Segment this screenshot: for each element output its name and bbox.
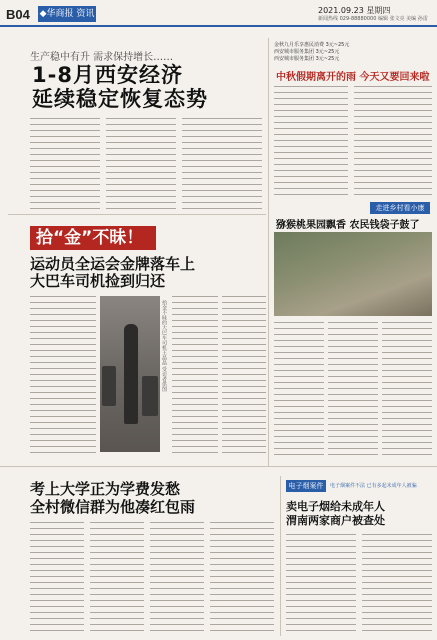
lead-kicker: 生产稳中有升 需求保持增长…… <box>30 52 174 63</box>
photo-caption: 拾金不昧的大巴车司机王晶晶 受访者供图 <box>161 300 167 392</box>
sports-title <box>30 256 195 290</box>
body-text <box>182 118 262 210</box>
body-text <box>210 522 274 634</box>
college-title <box>30 480 195 516</box>
page-header <box>0 0 437 34</box>
hotline: 新闻热线 029-88880000 编辑 张文亮 美编 孙雷 <box>318 16 428 22</box>
body-text <box>274 322 324 460</box>
bus-seat <box>142 376 158 416</box>
body-text <box>362 534 432 634</box>
column-divider <box>268 38 269 466</box>
body-text <box>286 534 356 634</box>
section-divider <box>8 214 266 215</box>
fraud-title-line1: 卖电子烟给未成年人 <box>286 500 385 513</box>
body-text <box>172 296 218 456</box>
village-title: 猕猴桃果园飘香 农民钱袋子鼓了 <box>276 220 420 231</box>
college-title-line1: 考上大学正为学费发愁 <box>30 480 181 498</box>
body-text <box>90 522 144 634</box>
notice-list <box>274 42 432 63</box>
row-divider <box>0 466 437 467</box>
college-title-line2: 全村微信群为他凑红包雨 <box>30 498 196 516</box>
issue-date: 2021.09.23 星期四 <box>318 6 391 15</box>
sports-banner: 拾“金”不昧！ <box>30 226 156 250</box>
weather-title: 中秋假期离开的雨 今天又要回来啦 <box>276 72 430 83</box>
driver-photo <box>100 296 160 452</box>
header-rule <box>0 25 437 27</box>
lead-title-line1: 1-8月西安经济 <box>32 63 183 87</box>
fraud-title-line2: 渭南两家商户被查处 <box>286 514 385 527</box>
body-text <box>30 296 96 456</box>
body-text <box>150 522 204 634</box>
village-tag: 走进乡村看小康 <box>370 202 430 214</box>
body-text <box>106 118 176 210</box>
page-number: B04 <box>6 7 30 22</box>
section-tag: ◆华商报 资讯 <box>38 6 96 22</box>
body-text <box>382 322 432 460</box>
body-text <box>328 322 378 460</box>
fraud-kicker: 电子烟案件不法 已有多起未成年人被骗 <box>330 483 417 489</box>
fraud-tag: 电子烟案件 <box>286 480 326 492</box>
sports-title-line1: 运动员全运会金牌落车上 <box>30 255 196 273</box>
sports-title-line2: 大巴车司机捡到归还 <box>30 272 166 290</box>
body-text <box>222 296 266 456</box>
driver-figure <box>124 324 138 424</box>
lead-title <box>32 63 208 111</box>
notice-item: 西安城市服务集团 3元~25元 <box>274 56 340 62</box>
bus-seat <box>102 366 116 406</box>
lead-title-line2: 延续稳定恢复态势 <box>32 87 208 111</box>
fraud-title <box>286 500 385 528</box>
body-text <box>30 522 84 634</box>
notice-item: 金秋九月乐享惠民消费 3元~25元 <box>274 42 350 48</box>
body-text <box>354 86 432 198</box>
body-text <box>274 86 348 198</box>
body-text <box>30 118 100 210</box>
notice-item: 西安城市服务集团 3元~25元 <box>274 49 340 55</box>
orchard-photo <box>274 232 432 316</box>
column-divider <box>280 476 281 636</box>
